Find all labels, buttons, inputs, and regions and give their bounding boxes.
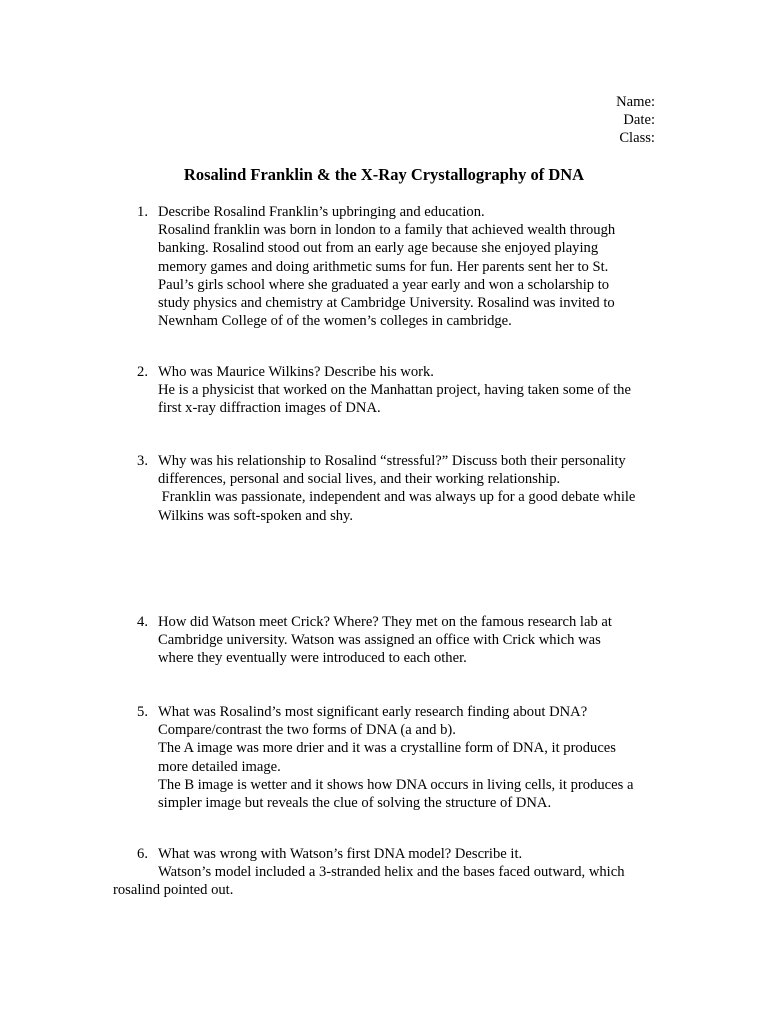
question-6-answer <box>113 863 658 899</box>
question-number: 5. <box>137 704 148 720</box>
answer-line: memory games and doing arithmetic sums for fun. Her parents sent her to St. <box>158 258 609 275</box>
student-info-header <box>616 93 655 148</box>
question-body <box>158 703 658 812</box>
question-1 <box>113 203 658 330</box>
answer-line: Franklin was passionate, independent and was always up for a good debate while <box>158 489 636 506</box>
answer-line: Paul’s girls school where she graduated a year early and won a scholarship to <box>158 276 610 293</box>
answer-line: more detailed image. <box>158 758 281 775</box>
answer-line: Watson’s model included a 3-stranded helix and the bases faced outward, which <box>158 864 625 880</box>
question-body <box>158 613 658 668</box>
question-3 <box>113 452 658 525</box>
answer-line: Cambridge university. Watson was assigned an office with Crick which was <box>158 632 601 649</box>
question-body <box>158 845 658 863</box>
answer-line: Wilkins was soft-spoken and shy. <box>158 507 354 524</box>
question-text: What was Rosalind’s most significant early research finding about DNA? <box>158 704 588 720</box>
document-title: Rosalind Franklin & the X-Ray Crystallography of DNA <box>183 165 585 184</box>
question-number: 2. <box>137 364 148 380</box>
question-text: Why was his relationship to Rosalind “stressful?” Discuss both their personality <box>158 453 626 469</box>
question-body <box>158 452 658 525</box>
question-6 <box>113 845 658 863</box>
question-text: Compare/contrast the two forms of DNA (a and b). <box>158 722 456 739</box>
name-label: Name: <box>616 94 655 110</box>
question-text: Describe Rosalind Franklin’s upbringing and education. <box>158 204 485 220</box>
question-text: What was wrong with Watson’s first DNA model? Describe it. <box>158 846 523 862</box>
question-body <box>158 203 658 330</box>
question-number: 1. <box>137 204 148 220</box>
question-text: differences, personal and social lives, and their working relationship. <box>158 471 561 488</box>
answer-line: first x-ray diffraction images of DNA. <box>158 400 381 417</box>
question-number: 6. <box>137 846 148 862</box>
class-label: Class: <box>619 130 655 147</box>
question-5 <box>113 703 658 812</box>
answer-line: Rosalind franklin was born in london to a family that achieved wealth through <box>158 222 616 239</box>
question-text: Who was Maurice Wilkins? Describe his work. <box>158 364 434 380</box>
answer-line: He is a physicist that worked on the Manhattan project, having taken some of the <box>158 382 631 399</box>
answer-line: The B image is wetter and it shows how DNA occurs in living cells, it produces a <box>158 776 634 793</box>
question-2 <box>113 363 658 418</box>
answer-line: banking. Rosalind stood out from an early age because she enjoyed playing <box>158 240 599 257</box>
question-text: How did Watson meet Crick? Where? They met on the famous research lab at <box>158 614 612 630</box>
date-label: Date: <box>623 112 655 129</box>
answer-line: The A image was more drier and it was a crystalline form of DNA, it produces <box>158 740 616 757</box>
answer-line: simpler image but reveals the clue of solving the structure of DNA. <box>158 795 552 812</box>
question-number: 3. <box>137 453 148 469</box>
question-body <box>158 363 658 418</box>
answer-line: study physics and chemistry at Cambridge University. Rosalind was invited to <box>158 295 615 312</box>
answer-line: Newnham College of of the women’s colleges in cambridge. <box>158 313 512 330</box>
question-number: 4. <box>137 614 148 630</box>
answer-line: where they eventually were introduced to each other. <box>158 650 467 667</box>
question-4 <box>113 613 658 668</box>
answer-line: rosalind pointed out. <box>113 882 234 899</box>
